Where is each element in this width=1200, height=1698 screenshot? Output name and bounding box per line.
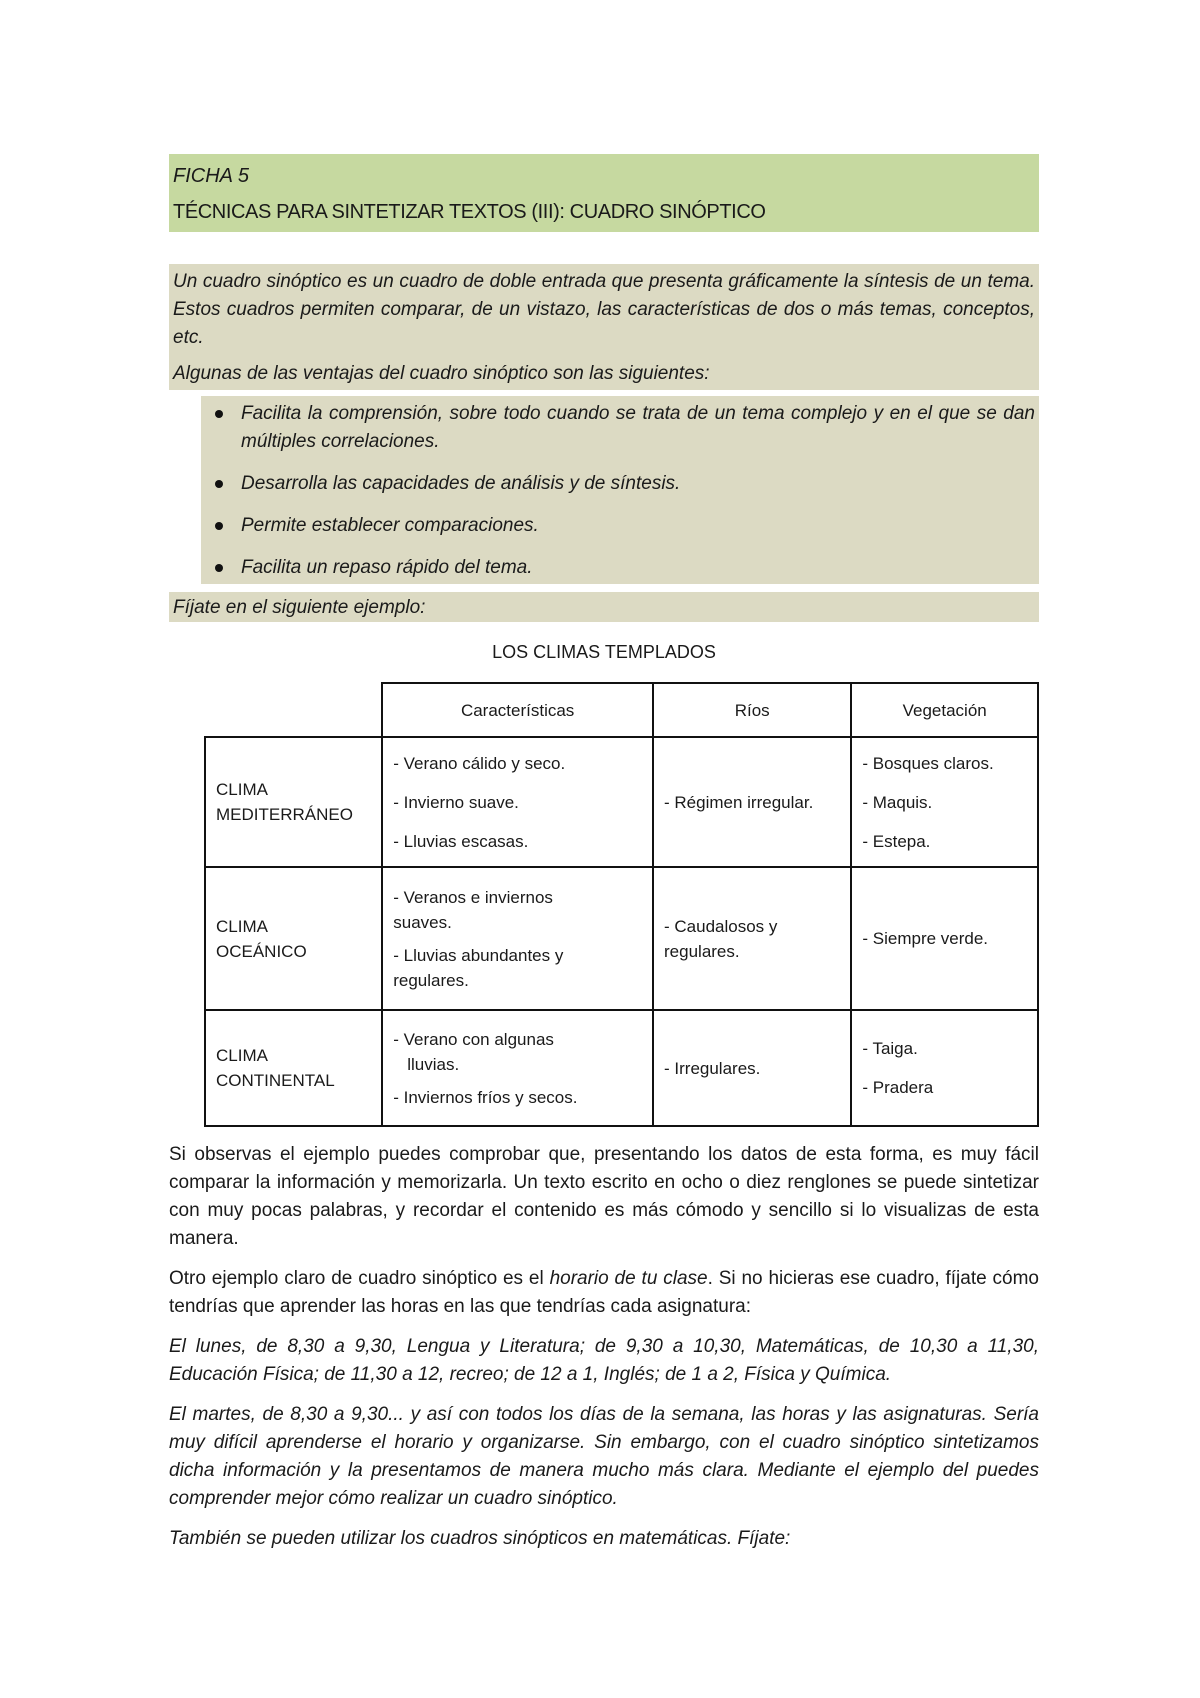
- rios-cell: - Régimen irregular.: [653, 737, 851, 867]
- caracteristicas-cell: - Verano con algunas lluvias. - Inviernos fríos y secos.: [382, 1010, 653, 1126]
- rios-cell: - Caudalosos y regulares.: [653, 867, 851, 1010]
- climates-table: [204, 682, 1039, 1127]
- example-lead: Fíjate en el siguiente ejemplo:: [169, 592, 1039, 622]
- paragraph: El martes, de 8,30 a 9,30... y así con todos los días de la semana, las horas y las asignaturas. Sería muy difícil aprenderse el horario y organizarse. Sin embargo, con el cuadro sinóptico sintetizamos dicha información y la presentamos de manera mucho más clara. Mediante el ejemplo del puedes comprender mejor cómo realizar un cuadro sinóptico.: [169, 1404, 1039, 1509]
- body-text: [169, 1141, 1039, 1553]
- paragraph: También se pueden utilizar los cuadros sinópticos en matemáticas. Fíjate:: [169, 1528, 791, 1549]
- definition-text: Un cuadro sinóptico es un cuadro de doble entrada que presenta gráficamente la síntesis de un tema. Estos cuadros permiten comparar, de un vistazo, las características de dos o más temas, conceptos, etc.: [173, 271, 1035, 348]
- page-title: TÉCNICAS PARA SINTETIZAR TEXTOS (III): CUADRO SINÓPTICO: [173, 201, 766, 223]
- bullet-icon: [215, 410, 223, 418]
- advantages-list: [205, 400, 1035, 582]
- vegetacion-cell: - Bosques claros. - Maquis. - Estepa.: [851, 737, 1038, 867]
- clima-cell: CLIMA OCEÁNICO: [205, 867, 382, 1010]
- table-row: [205, 1010, 1038, 1126]
- advantages-lead: Algunas de las ventajas del cuadro sinóptico son las siguientes:: [173, 363, 710, 384]
- bullet-icon: [215, 522, 223, 530]
- advantages-box: [201, 396, 1039, 584]
- clima-cell: CLIMA MEDITERRÁNEO: [205, 737, 382, 867]
- list-item: Permite establecer comparaciones.: [205, 512, 1035, 540]
- rios-cell: - Irregulares.: [653, 1010, 851, 1126]
- header-box: [169, 154, 1039, 232]
- paragraph: Otro ejemplo claro de cuadro sinóptico es el horario de tu clase. Si no hicieras ese cuadro, fíjate cómo tendrías que aprender las horas en las que tendrías cada asignatura:: [169, 1268, 1039, 1317]
- paragraph: El lunes, de 8,30 a 9,30, Lengua y Literatura; de 9,30 a 10,30, Matemáticas, de 10,30 a 11,30, Educación Física; de 11,30 a 12, recreo; de 12 a 1, Inglés; de 1 a 2, Física y Química.: [169, 1336, 1039, 1385]
- table-row: [205, 737, 1038, 867]
- list-item: Desarrolla las capacidades de análisis y de síntesis.: [205, 470, 1035, 498]
- header-vegetacion: Vegetación: [851, 683, 1038, 737]
- table-row: [205, 867, 1038, 1010]
- vegetacion-cell: - Siempre verde.: [851, 867, 1038, 1010]
- ficha-label: FICHA 5: [173, 165, 249, 187]
- header-rios: Ríos: [653, 683, 851, 737]
- header-caracteristicas: Características: [382, 683, 653, 737]
- list-item: Facilita la comprensión, sobre todo cuando se trata de un tema complejo y en el que se dan múltiples correlaciones.: [205, 400, 1035, 456]
- caracteristicas-cell: - Veranos e inviernos suaves. - Lluvias abundantes y regulares.: [382, 867, 653, 1010]
- document-page: [169, 154, 1039, 1565]
- table-title: LOS CLIMAS TEMPLADOS: [492, 642, 716, 662]
- list-item: Facilita un repaso rápido del tema.: [205, 554, 1035, 582]
- table-header-row: [205, 683, 1038, 737]
- intro-box: [169, 264, 1039, 390]
- bullet-icon: [215, 564, 223, 572]
- table-corner: [205, 683, 382, 737]
- clima-cell: CLIMA CONTINENTAL: [205, 1010, 382, 1126]
- paragraph: Si observas el ejemplo puedes comprobar que, presentando los datos de esta forma, es muy fácil comparar la información y memorizarla. Un texto escrito en ocho o diez renglones se puede sintetizar con muy pocas palabras, y recordar el contenido es más cómodo y sencillo si lo visualizas de esta manera.: [169, 1144, 1039, 1249]
- vegetacion-cell: - Taiga. - Pradera: [851, 1010, 1038, 1126]
- bullet-icon: [215, 480, 223, 488]
- caracteristicas-cell: - Verano cálido y seco. - Invierno suave. - Lluvias escasas.: [382, 737, 653, 867]
